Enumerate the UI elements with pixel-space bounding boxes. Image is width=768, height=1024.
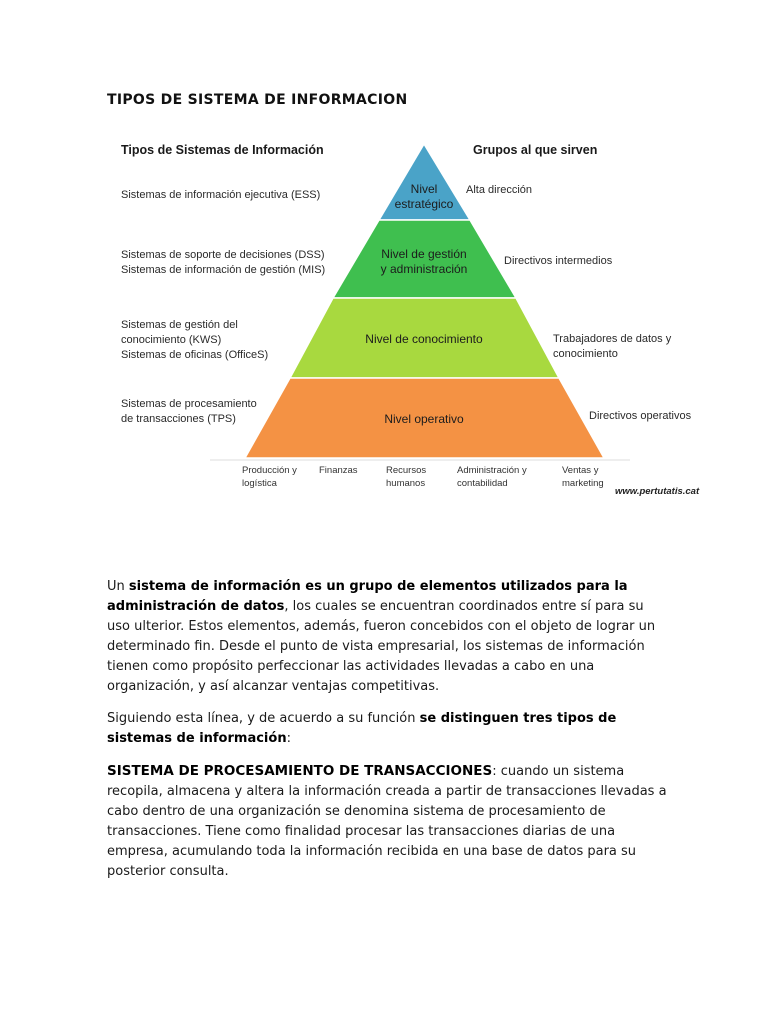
area-human-resources: Recursos humanos	[386, 465, 427, 489]
tps-heading: SISTEMA DE PROCESAMIENTO DE TRANSACCIONES	[107, 763, 493, 779]
level-label-knowledge: Nivel de conocimiento	[365, 332, 483, 346]
systems-management: Sistemas de soporte de decisiones (DSS) Sistemas de información de gestión (MIS)	[121, 249, 326, 276]
systems-knowledge: Sistemas de gestión del conocimiento (KWS) Sistemas de oficinas (OfficeS)	[121, 319, 269, 361]
area-sales-marketing: Ventas y marketing	[562, 465, 604, 489]
group-management: Directivos intermedios	[504, 255, 613, 267]
paragraph-classification: Siguiendo esta línea, y de acuerdo a su función se distinguen tres tipos de sistemas de información:	[107, 711, 617, 746]
systems-operational: Sistemas de procesamiento de transacciones (TPS)	[121, 398, 257, 425]
document-body	[107, 577, 667, 894]
heading-system-types: Tipos de Sistemas de Información	[121, 143, 324, 157]
paragraph-tps: SISTEMA DE PROCESAMIENTO DE TRANSACCIONES: cuando un sistema recopila, almacena y altera la información creada a partir de transacciones llevadas a cabo dentro de una organización se denomina sistema de procesamiento de transacciones. Tiene como finalidad procesar las transacciones diarias de una empresa, acumulando toda la información recibida en una base de datos para su posterior consulta.	[107, 763, 667, 879]
level-label-management: Nivel de gestión y administración	[380, 247, 468, 276]
systems-strategic: Sistemas de información ejecutiva (ESS)	[121, 189, 321, 201]
group-strategic: Alta dirección	[466, 184, 533, 196]
area-production: Producción y logística	[242, 465, 297, 489]
definition-emphasis: sistema de información es un grupo de elementos utilizados para la administración de datos	[107, 579, 628, 614]
level-label-strategic: Nivel estratégico	[394, 182, 454, 211]
paragraph-definition: Un sistema de información es un grupo de elementos utilizados para la administración de datos, los cuales se encuentran coordinados entre sí para su uso ulterior. Estos elementos, además, fueron concebidos con el objeto de lograr un determinado fin. Desde el punto de vista empresarial, los sistemas de información tienen como propósito perfeccionar las actividades llevadas a cabo en una organización, y así alcanzar ventajas competitivas.	[107, 579, 656, 694]
level-label-operational: Nivel operativo	[384, 412, 464, 426]
area-accounting: Administración y contabilidad	[457, 465, 527, 489]
document-title: TIPOS DE SISTEMA DE INFORMACION	[107, 92, 408, 108]
heading-groups-served: Grupos al que sirven	[473, 143, 598, 157]
information-systems-pyramid	[100, 130, 720, 505]
classification-emphasis: se distinguen tres tipos de sistemas de información	[107, 711, 617, 746]
group-knowledge: Trabajadores de datos y conocimiento	[553, 333, 672, 360]
group-operational: Directivos operativos	[589, 410, 692, 422]
area-finance: Finanzas	[319, 465, 358, 476]
source-credit: www.pertutatis.cat	[615, 486, 700, 497]
